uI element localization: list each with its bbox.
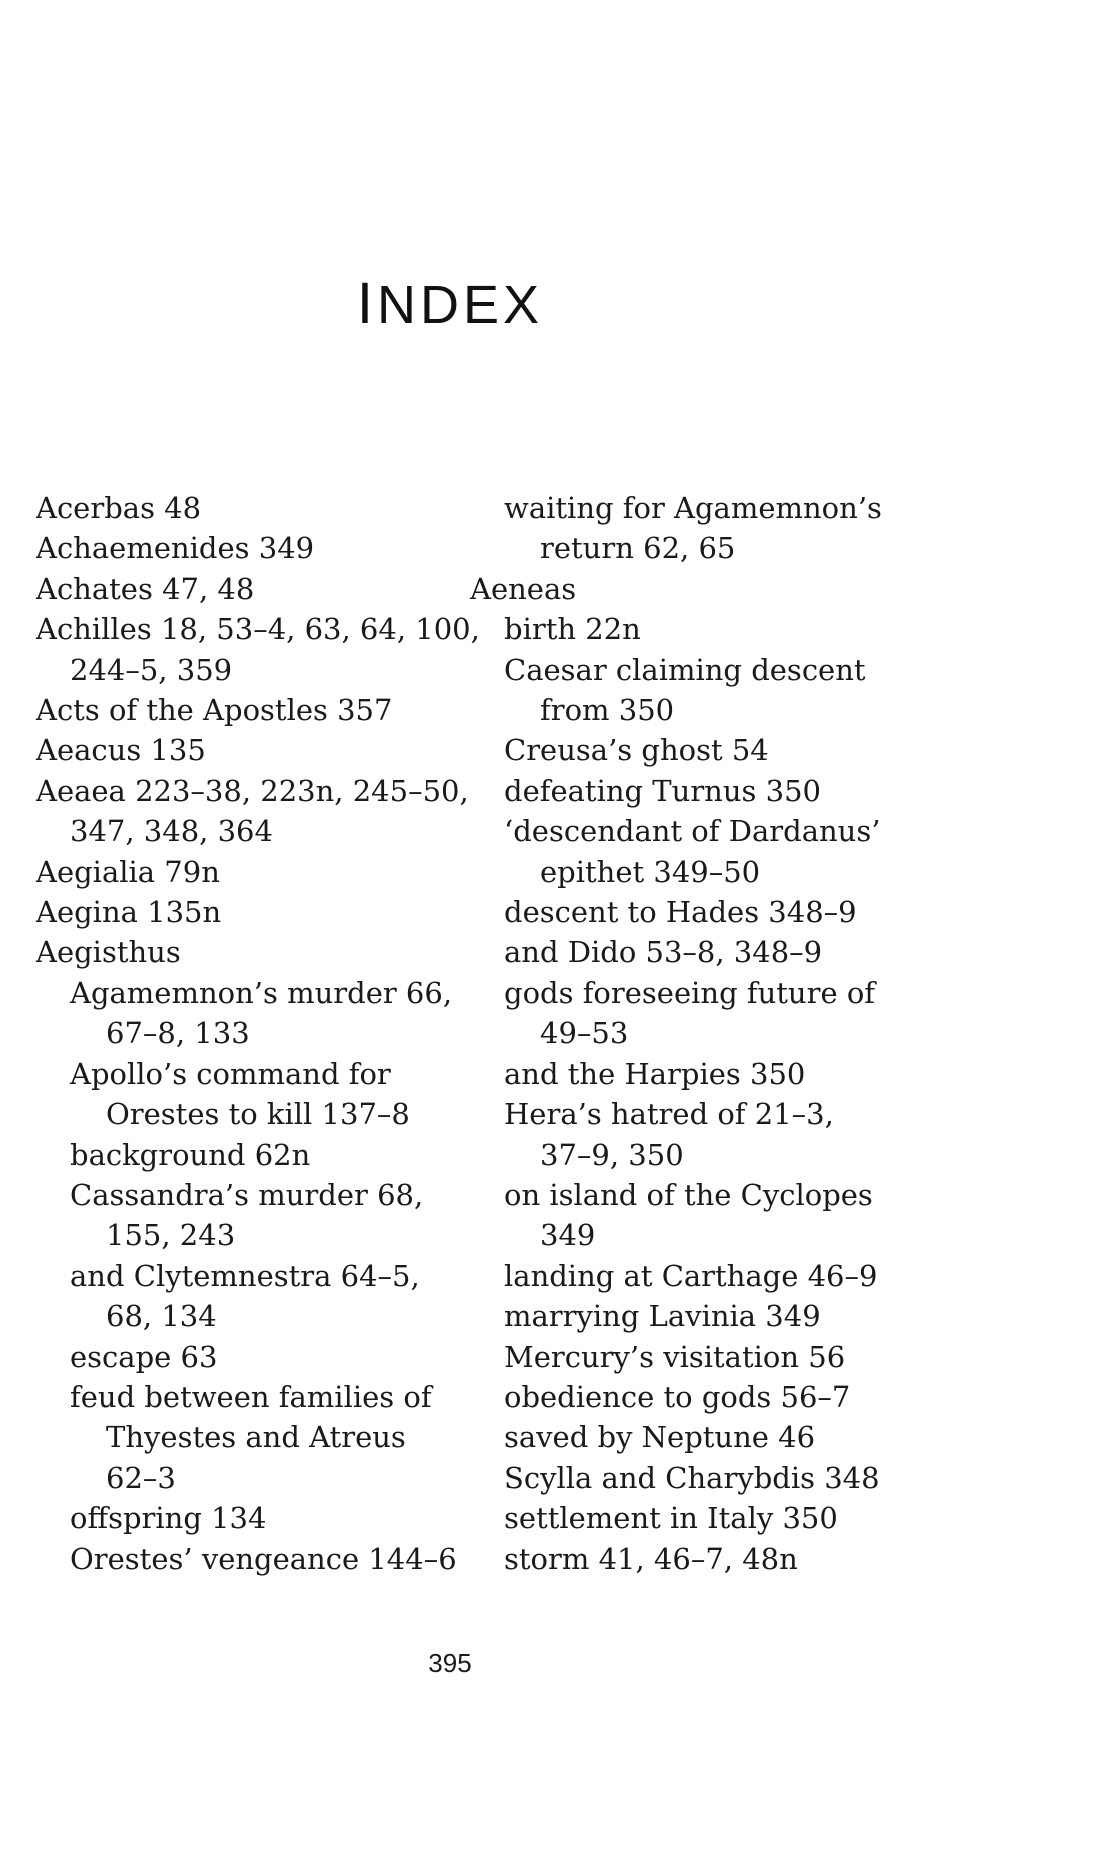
index-subentry-continuation: epithet 349–50 bbox=[540, 854, 761, 889]
index-subentry: storm 41, 46–7, 48n bbox=[504, 1541, 798, 1576]
index-subentry: and Dido 53–8, 348–9 bbox=[504, 935, 823, 970]
index-subentry: Mercury’s visitation 56 bbox=[504, 1339, 846, 1374]
index-entry-continuation: 244–5, 359 bbox=[70, 652, 233, 687]
index-subentry: Hera’s hatred of 21–3, bbox=[504, 1097, 834, 1132]
index-subentry: waiting for Agamemnon’s bbox=[504, 491, 882, 525]
index-subentry: landing at Carthage 46–9 bbox=[504, 1258, 878, 1293]
index-entry: Aeaea 223–38, 223n, 245–50, bbox=[36, 773, 469, 808]
index-entry: Aegina 135n bbox=[36, 895, 222, 930]
index-subentry: birth 22n bbox=[504, 612, 641, 647]
index-subentry-continuation: 67–8, 133 bbox=[106, 1016, 250, 1051]
index-entry: Acerbas 48 bbox=[36, 491, 202, 525]
index-subentry: descent to Hades 348–9 bbox=[504, 895, 857, 930]
index-subentry-continuation: 349 bbox=[540, 1218, 596, 1253]
index-subentry-continuation: 155, 243 bbox=[106, 1218, 236, 1253]
index-entry: Aegialia 79n bbox=[36, 854, 220, 889]
index-subentry-continuation: from 350 bbox=[540, 693, 675, 728]
index-entry: Aeacus 135 bbox=[36, 733, 206, 768]
index-subentry: and the Harpies 350 bbox=[504, 1056, 806, 1091]
index-subentry-continuation: 68, 134 bbox=[106, 1299, 217, 1334]
index-subentry: on island of the Cyclopes bbox=[504, 1177, 873, 1212]
index-subentry-continuation: Orestes to kill 137–8 bbox=[106, 1097, 410, 1132]
index-subentry-continuation: 37–9, 350 bbox=[540, 1137, 684, 1172]
index-subentry: background 62n bbox=[70, 1137, 311, 1172]
index-subentry: feud between families of bbox=[70, 1379, 432, 1414]
index-entry: Achaemenides 349 bbox=[36, 531, 315, 566]
index-entry: Achates 47, 48 bbox=[36, 571, 255, 606]
page-title: INDEX bbox=[356, 271, 544, 336]
index-entry: Aegisthus bbox=[36, 935, 181, 970]
index-subentry: Agamemnon’s murder 66, bbox=[70, 975, 453, 1010]
index-subentry: Creusa’s ghost 54 bbox=[504, 733, 769, 768]
index-subentry: settlement in Italy 350 bbox=[504, 1501, 838, 1536]
index-subentry: and Clytemnestra 64–5, bbox=[70, 1258, 420, 1293]
index-subentry: saved by Neptune 46 bbox=[504, 1420, 816, 1455]
index-subentry: Scylla and Charybdis 348 bbox=[504, 1460, 880, 1495]
index-subentry: Orestes’ vengeance 144–6 bbox=[70, 1541, 457, 1576]
page-number: 395 bbox=[428, 1648, 472, 1678]
index-subentry: ‘descendant of Dardanus’ bbox=[504, 814, 881, 849]
index-subentry-continuation: 49–53 bbox=[540, 1016, 629, 1051]
index-subentry-continuation: return 62, 65 bbox=[540, 531, 736, 566]
index-subentry: obedience to gods 56–7 bbox=[504, 1379, 851, 1414]
index-subentry: offspring 134 bbox=[70, 1501, 267, 1536]
index-entry: Acts of the Apostles 357 bbox=[36, 693, 393, 728]
index-subentry: Apollo’s command for bbox=[70, 1056, 391, 1091]
index-subentry-continuation: Thyestes and Atreus bbox=[106, 1420, 406, 1455]
index-column-right bbox=[470, 488, 900, 1579]
index-entry: Aeneas bbox=[470, 571, 577, 606]
index-subentry: escape 63 bbox=[70, 1339, 218, 1374]
index-subentry: defeating Turnus 350 bbox=[504, 773, 821, 808]
index-subentry: marrying Lavinia 349 bbox=[504, 1299, 821, 1334]
index-subentry: Caesar claiming descent bbox=[504, 652, 866, 687]
index-subentry: gods foreseeing future of bbox=[504, 975, 876, 1010]
index-subentry: Cassandra’s murder 68, bbox=[70, 1177, 424, 1212]
index-subentry-continuation: 62–3 bbox=[106, 1460, 176, 1495]
index-entry-continuation: 347, 348, 364 bbox=[70, 814, 273, 849]
index-entry: Achilles 18, 53–4, 63, 64, 100, bbox=[36, 612, 480, 647]
index-column-left bbox=[36, 488, 480, 1579]
